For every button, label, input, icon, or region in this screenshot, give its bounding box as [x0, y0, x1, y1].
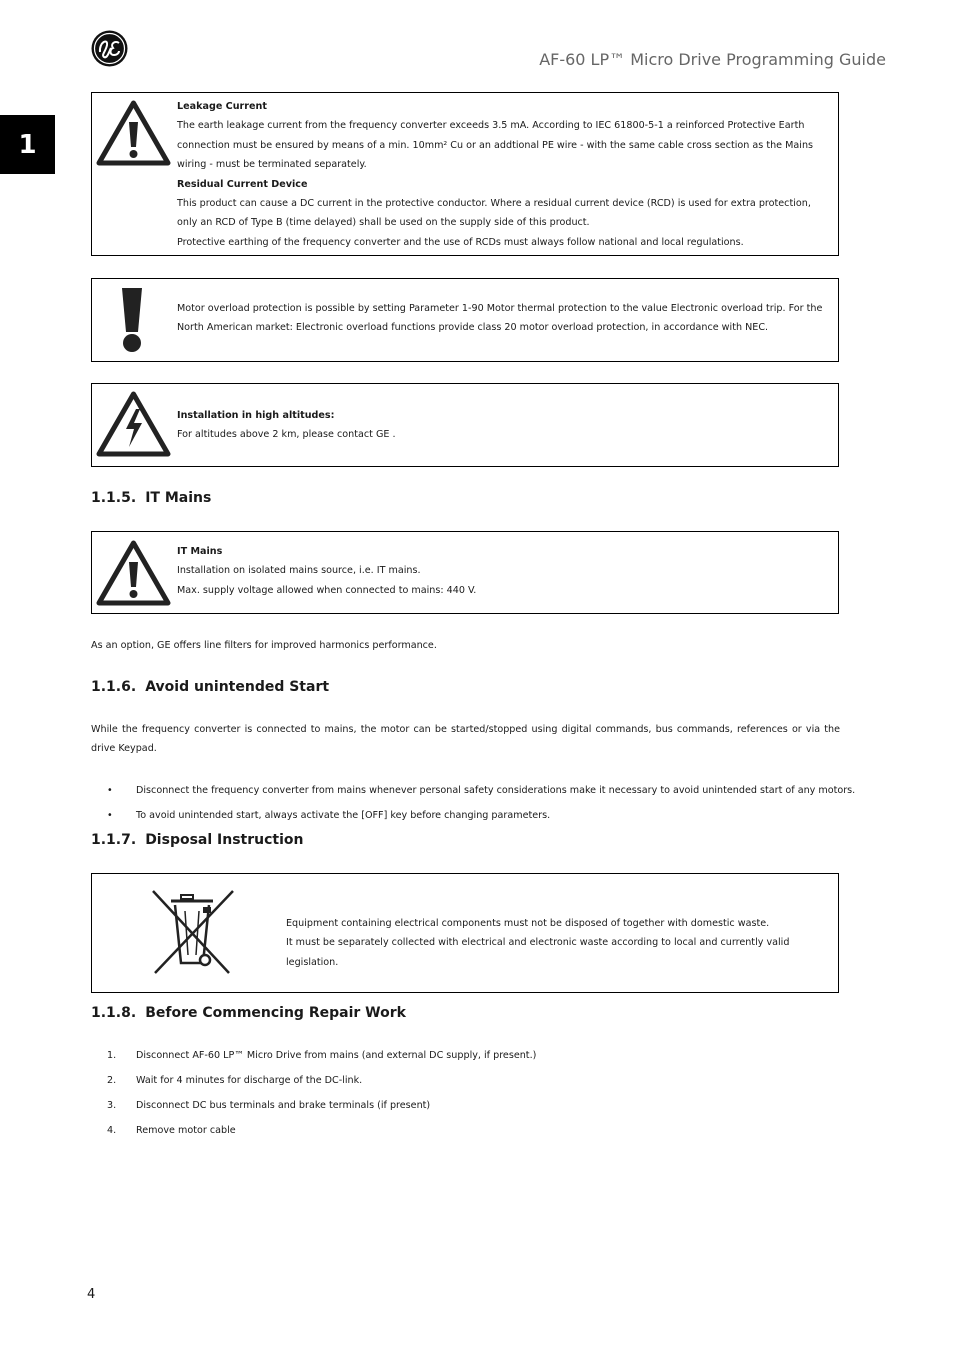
- bullet-mark: •: [107, 785, 113, 796]
- chapter-tab: 1: [0, 115, 55, 174]
- notice-text: Motor overload protection is possible by setting Parameter 1-90 Motor thermal protection to the value Electronic overload trip. For the North American market: Electronic overload functions provide class 20 motor overload protection, in accordance with NEC.: [177, 303, 823, 334]
- notice-title: Installation in high altitudes:: [177, 410, 335, 421]
- step-text: Wait for 4 minutes for discharge of the DC-link.: [136, 1075, 363, 1086]
- bullet-mark: •: [107, 810, 113, 821]
- section-title: Disposal Instruction: [145, 832, 304, 848]
- exclamation-icon: [118, 286, 146, 358]
- high-altitude-notice: [91, 383, 839, 467]
- notice-text: Protective earthing of the frequency converter and the use of RCDs must always follow national and local regulations.: [177, 236, 744, 248]
- section-number: 1.1.6.: [91, 679, 137, 695]
- document-title: AF-60 LP™ Micro Drive Programming Guide: [539, 50, 886, 69]
- filters-note: As an option, GE offers line filters for improved harmonics performance.: [91, 640, 437, 651]
- disposal-notice: [91, 873, 839, 993]
- start-intro: While the frequency converter is connected to mains, the motor can be started/stopped using digital commands, bus commands, references or via the drive Keypad.: [91, 724, 840, 754]
- section-title: Before Commencing Repair Work: [145, 1005, 406, 1021]
- ge-logo-icon: [91, 30, 128, 67]
- notice-text: This product can cause a DC current in the protective conductor. Where a residual current device (RCD) is used for extra protection, only an RCD of Type B (time delayed) shall be used on the supply side of this product.: [177, 198, 811, 229]
- step-text: Disconnect DC bus terminals and brake terminals (if present): [136, 1100, 431, 1111]
- notice-text: Installation on isolated mains source, i.e. IT mains.: [177, 565, 421, 577]
- warning-triangle-icon: [96, 100, 171, 170]
- section-heading: [91, 490, 211, 506]
- notice-text: For altitudes above 2 km, please contact GE .: [177, 429, 396, 441]
- notice-text: It must be separately collected with electrical and electronic waste according to local and currently valid legislation.: [286, 937, 790, 968]
- step-number: 4.: [107, 1125, 117, 1136]
- list-item-text: Disconnect the frequency converter from mains whenever personal safety considerations make it necessary to avoid unintended start of any motors.: [136, 785, 856, 796]
- it-mains-notice: [91, 531, 839, 614]
- notice-text: The earth leakage current from the frequency converter exceeds 3.5 mA. According to IEC 61800-5-1 a reinforced Protective Earth connection must be ensured by means of a min. 10mm² Cu or an addtional PE wire - with the same cable cross section as the Mains wiring - must be terminated separately.: [177, 120, 814, 171]
- crossed-bin-icon: [151, 889, 235, 979]
- list-item-text: To avoid unintended start, always activate the [OFF] key before changing parameters.: [136, 810, 551, 821]
- section-number: 1.1.8.: [91, 1005, 137, 1021]
- notice-text: Equipment containing electrical components must not be disposed of together with domestic waste.: [286, 918, 770, 929]
- step-number: 3.: [107, 1100, 117, 1111]
- section-heading: [91, 679, 329, 695]
- section-title: Avoid unintended Start: [145, 679, 330, 695]
- motor-overload-notice: [91, 278, 839, 362]
- notice-title: IT Mains: [177, 546, 223, 557]
- warning-triangle-icon: [96, 540, 171, 610]
- section-title: IT Mains: [145, 490, 212, 506]
- notice-title: Residual Current Device: [177, 178, 308, 190]
- leakage-current-notice: [91, 92, 839, 256]
- page-number: 4: [87, 1287, 96, 1302]
- section-heading: [91, 1005, 406, 1021]
- high-voltage-icon: [96, 391, 171, 461]
- section-number: 1.1.7.: [91, 832, 137, 848]
- notice-title: Leakage Current: [177, 101, 267, 112]
- section-number: 1.1.5.: [91, 490, 137, 506]
- step-number: 2.: [107, 1075, 117, 1086]
- step-number: 1.: [107, 1050, 117, 1061]
- section-heading: [91, 832, 303, 848]
- step-text: Disconnect AF-60 LP™ Micro Drive from mains (and external DC supply, if present.): [136, 1050, 537, 1061]
- notice-text: Max. supply voltage allowed when connected to mains: 440 V.: [177, 584, 477, 596]
- step-text: Remove motor cable: [136, 1125, 236, 1136]
